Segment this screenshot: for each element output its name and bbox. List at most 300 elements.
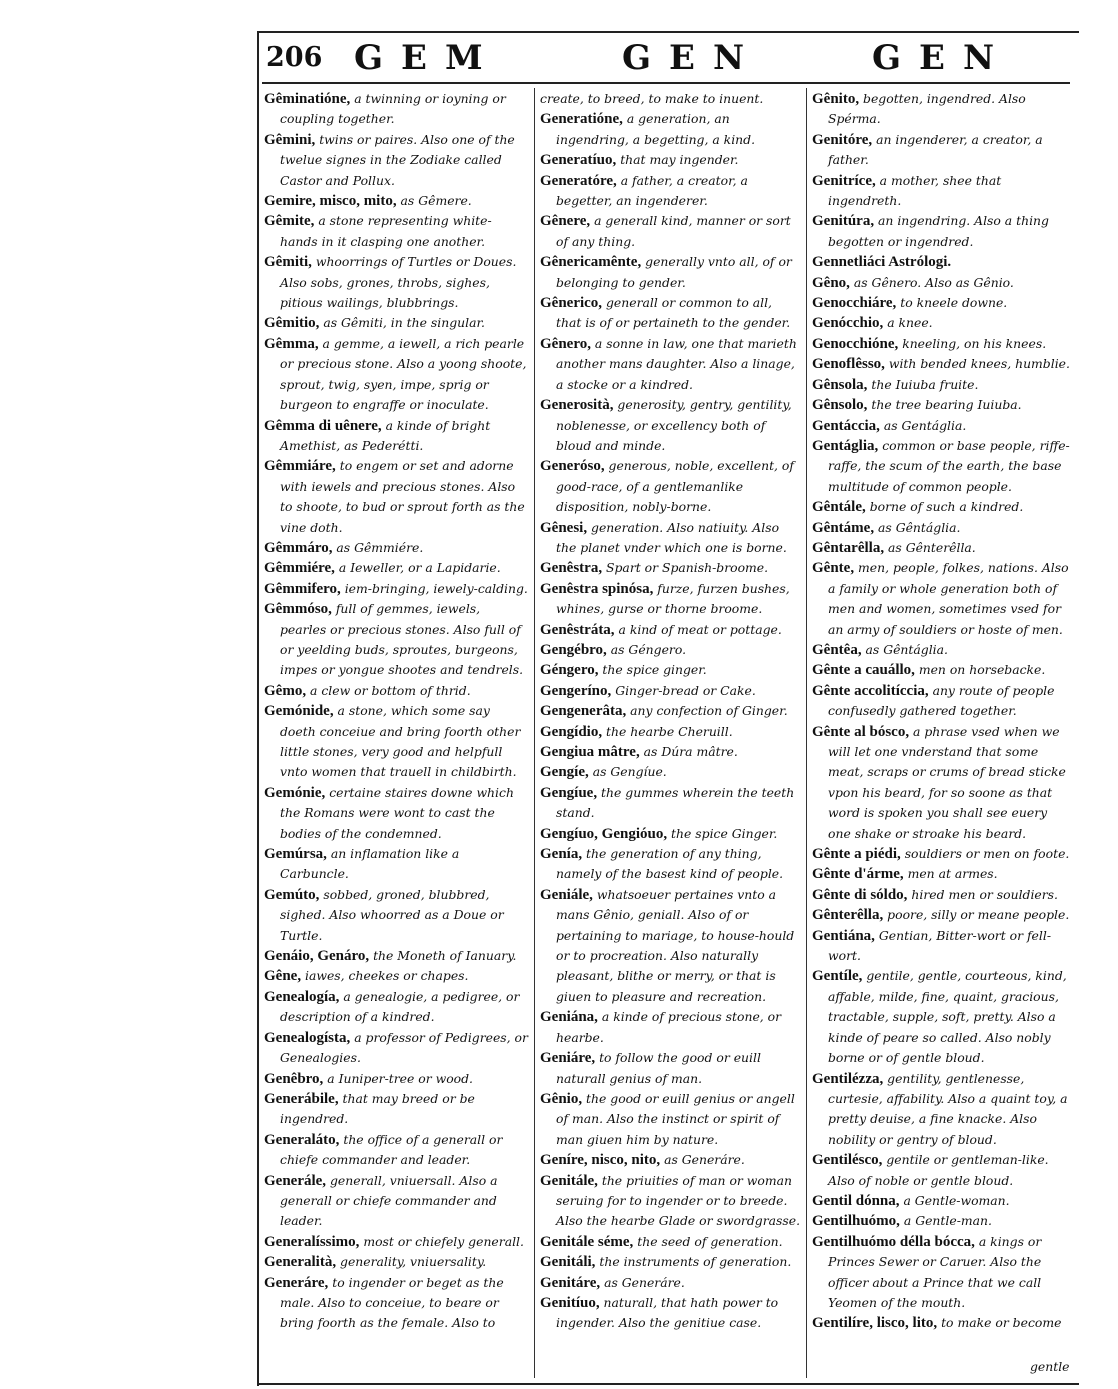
entry-headword: Genitríce, [812, 172, 876, 189]
entry-definition: a kinde of bright Amethist, as Pederétti. [280, 417, 491, 453]
dictionary-entry [540, 844, 800, 885]
dictionary-column-right [812, 89, 1072, 1334]
entry-headword: Geniána, [540, 1009, 598, 1026]
entry-headword: Gêmini, [264, 131, 316, 148]
entry-definition: naturall, that hath power to ingender. Also the genitiue case. [556, 1294, 779, 1331]
page-border-top [257, 31, 1079, 33]
entry-headword: Gêntáme, [812, 519, 875, 536]
entry-definition: as Gênero. Also as Gênio. [849, 274, 1014, 290]
entry-definition: a Iuniper-tree or wood. [323, 1070, 473, 1086]
dictionary-entry [264, 211, 528, 252]
header-rule [262, 82, 1070, 84]
page-border-left [257, 31, 259, 1386]
entry-definition: as Gêmiti, in the singular. [319, 315, 485, 331]
dictionary-entry [540, 1232, 800, 1252]
entry-definition: a professor of Pedigrees, or Genealogies. [280, 1029, 528, 1066]
entry-headword: Genealogísta, [264, 1029, 351, 1046]
dictionary-entry [540, 885, 800, 1007]
entry-headword: Gênerico, [540, 295, 603, 312]
dictionary-entry [812, 89, 1072, 130]
entry-headword: Gêmo, [264, 682, 307, 699]
entry-definition: as Gêmere. [396, 193, 472, 209]
dictionary-entry [812, 416, 1072, 436]
entry-definition: iem-bringing, iewely-calding. [340, 580, 528, 596]
entry-definition: gentility, gentlenesse, curtesie, affability. Also a quaint toy, a pretty deuise, a fine knacke. Also nobility or gentry of bloud. [828, 1070, 1068, 1147]
dictionary-entry [264, 416, 528, 457]
column-divider [806, 88, 807, 1378]
entry-definition: any confection of Ginger. [626, 703, 788, 719]
dictionary-entry [264, 966, 528, 986]
entry-headword: Genealogía, [264, 988, 340, 1005]
entry-headword: Gênio, [540, 1090, 583, 1107]
dictionary-entry [540, 518, 800, 559]
entry-headword: Gêntále, [812, 499, 866, 516]
entry-definition: a twinning or ioyning or coupling together. [280, 91, 506, 127]
page-number: 206 [266, 42, 323, 73]
dictionary-entry [264, 946, 528, 966]
entry-definition: generally vnto all, of or belonging to gender. [556, 254, 792, 290]
dictionary-entry [812, 252, 1072, 272]
entry-headword: Gêmmiére, [264, 560, 335, 577]
entry-headword: Gentáglia, [812, 437, 879, 454]
entry-headword: Geniáre, [540, 1050, 596, 1067]
entry-definition: a kinde of precious stone, or hearbe. [556, 1009, 782, 1045]
dictionary-entry [540, 1048, 800, 1089]
entry-definition: generation. Also natiuity. Also the planet vnder which one is borne. [556, 519, 787, 555]
dictionary-entry [540, 150, 800, 170]
entry-headword: Gêntêa, [812, 641, 862, 658]
page-border-bottom [257, 1383, 1079, 1385]
dictionary-entry [540, 1089, 800, 1150]
entry-headword: Generatóre, [540, 172, 617, 189]
dictionary-entry [540, 293, 800, 334]
entry-definition: souldiers or men on foote. [900, 846, 1070, 862]
entry-headword: Gênero, [540, 335, 591, 352]
dictionary-entry [264, 1273, 528, 1334]
entry-headword: Gênterêlla, [812, 907, 884, 924]
dictionary-entry [540, 211, 800, 252]
entry-headword: Generalíssimo, [264, 1233, 360, 1250]
entry-headword: Generatíuo, [540, 152, 617, 169]
dictionary-entry [540, 1150, 800, 1170]
entry-headword: Gêmite, [264, 213, 315, 230]
entry-definition: as Gêntáglia. [874, 519, 961, 535]
entry-definition: the instruments of generation. [595, 1254, 792, 1270]
dictionary-entry [540, 742, 800, 762]
entry-headword: Genócchio, [812, 315, 884, 332]
entry-definition: the Iuiuba fruite. [867, 376, 979, 392]
entry-headword: Geníre, nisco, nito, [540, 1152, 661, 1169]
dictionary-entry [540, 1171, 800, 1232]
dictionary-entry [812, 681, 1072, 722]
dictionary-entry [264, 1069, 528, 1089]
entry-definition: with bended knees, humblie. [884, 356, 1070, 372]
entry-definition: borne of such a kindred. [865, 499, 1024, 515]
entry-definition: furze, furzen bushes, whines, gurse or thorne broome. [556, 580, 790, 617]
dictionary-entry [812, 1232, 1072, 1314]
entry-headword: Generatióne, [540, 111, 623, 128]
entry-definition: generous, noble, excellent, of good-race, of a gentlemanlike disposition, nobly-borne. [556, 458, 794, 515]
running-head-left: GEM [354, 38, 501, 78]
dictionary-entry [812, 538, 1072, 558]
entry-headword: Gênsola, [812, 376, 868, 393]
entry-headword: Gêmmáro, [264, 539, 333, 556]
dictionary-entry [264, 599, 528, 681]
entry-definition: a gemme, a iewell, a rich pearle or precious stone. Also a yoong shoote, sprout, twig, syen, impe, sprig or burgeon to engraffe or inoculate. [280, 335, 527, 413]
entry-definition: the hearbe Cheruill. [602, 723, 733, 739]
entry-headword: Gêminatióne, [264, 91, 351, 107]
entry-definition: to kneele downe. [896, 295, 1008, 311]
entry-headword: Gentiána, [812, 927, 875, 944]
entry-definition: generall, vniuersall. Also a generall or chiefe commander and leader. [280, 1172, 498, 1229]
entry-definition: an inflamation like a Carbuncle. [280, 846, 460, 882]
dictionary-entry [264, 783, 528, 844]
entry-headword: Genía, [540, 846, 583, 863]
entry-headword: Genitúra, [812, 213, 875, 230]
entry-headword: Gênte accolitíccia, [812, 682, 929, 699]
entry-definition: an ingenderer, a creator, a father. [828, 131, 1043, 168]
entry-definition: iawes, cheekes or chapes. [301, 968, 469, 984]
dictionary-entry [540, 1007, 800, 1048]
entry-definition: a clew or bottom of thrid. [306, 682, 471, 698]
entry-headword: Gentilésco, [812, 1152, 883, 1169]
dictionary-entry [812, 722, 1072, 844]
entry-headword: Gêne, [264, 968, 302, 985]
entry-definition: Ginger-bread or Cake. [611, 682, 756, 698]
dictionary-entry [812, 1313, 1072, 1333]
entry-headword: Gentáccia, [812, 417, 880, 434]
dictionary-entry [812, 1150, 1072, 1191]
dictionary-entry [540, 1293, 800, 1334]
entry-headword: Genitáre, [540, 1274, 601, 1291]
dictionary-entry [812, 395, 1072, 415]
entry-definition: as Generáre. [660, 1152, 745, 1168]
entry-headword: Gênte, [812, 560, 855, 577]
dictionary-entry [540, 334, 800, 395]
entry-definition: most or chiefely generall. [359, 1233, 524, 1249]
entry-headword: Genáio, Genáro, [264, 948, 370, 965]
entry-definition: Spart or Spanish-broome. [602, 560, 769, 576]
dictionary-entry [264, 681, 528, 701]
entry-headword: Genitíuo, [540, 1294, 600, 1311]
entry-headword: Geniále, [540, 886, 593, 903]
entry-headword: Genêstra spinósa, [540, 580, 654, 597]
entry-definition: the tree bearing Iuiuba. [867, 397, 1022, 413]
entry-definition: the gummes wherein the teeth stand. [556, 784, 795, 821]
entry-definition: a mother, shee that ingendreth. [828, 172, 1002, 209]
entry-headword: Gênsolo, [812, 397, 868, 414]
dictionary-entry [812, 1191, 1072, 1211]
entry-headword: Generábile, [264, 1090, 339, 1107]
entry-definition: the spice Ginger. [667, 825, 778, 841]
entry-headword: Gêmmifero, [264, 580, 341, 597]
entry-headword: Generosità, [540, 397, 614, 414]
dictionary-entry [540, 252, 800, 293]
dictionary-entry [264, 885, 528, 946]
entry-definition: twins or paires. Also one of the twelue signes in the Zodiake called Castor and Pollux. [280, 131, 515, 188]
dictionary-entry [264, 334, 528, 416]
entry-definition: the office of a generall or chiefe commander and leader. [280, 1131, 503, 1168]
dictionary-entry [264, 1252, 528, 1272]
entry-definition: a kind of meat or pottage. [614, 621, 782, 637]
entry-definition: as Gêntáglia. [861, 641, 948, 657]
entry-headword: Gentil dónna, [812, 1192, 900, 1209]
entry-definition: create, to breed, to make to inuent. [540, 91, 764, 106]
entry-definition: generosity, gentry, gentility, noblenesse, or excellency both of bloud and minde. [556, 397, 792, 453]
entry-headword: Gengeríno, [540, 682, 612, 699]
entry-headword: Gennetliáci Astrólogi. [812, 254, 952, 271]
entry-definition: a father, a creator, a begetter, an ingenderer. [556, 172, 748, 209]
dictionary-entry [812, 273, 1072, 293]
entry-headword: Gemire, misco, mito, [264, 193, 397, 210]
entry-headword: Gêmmiáre, [264, 458, 336, 475]
entry-headword: Gentilhuómo délla bócca, [812, 1233, 975, 1250]
entry-definition: full of gemmes, iewels, pearles or precious stones. Also full of or yeelding buds, sproutes, burgeons, impes or yongue shootes and tendrels. [280, 601, 524, 678]
dictionary-entry [812, 313, 1072, 333]
entry-headword: Gengenerâta, [540, 703, 627, 720]
dictionary-entry [540, 640, 800, 660]
entry-headword: Gengídio, [540, 723, 603, 740]
entry-definition: as Gêmmiére. [332, 539, 424, 555]
entry-definition: a Ieweller, or a Lapidarie. [334, 560, 501, 576]
entry-definition: a stone representing white-hands in it clasping one another. [280, 213, 492, 249]
dictionary-entry [540, 1252, 800, 1272]
entry-definition: as Gengíue. [588, 764, 667, 780]
entry-definition: whatsoeuer pertaines vnto a mans Gênio, geniall. Also of or pertaining to mariage, to house-hould or to procreation. Also naturally pleasant, blithe or merry, or that is giuen to pleasure and recreation. [556, 886, 795, 1004]
dictionary-entry [812, 844, 1072, 864]
entry-definition: a phrase vsed when we will let one vnderstand that some meat, scraps or crums of bread sticke vpon his beard, for so soone as that word is spoken you shall see euery one shake or stroake his beard. [828, 723, 1066, 841]
entry-headword: Gênere, [540, 213, 591, 230]
entry-definition: gentile, gentle, courteous, kind, affable, milde, fine, quaint, gracious, tractable, supple, soft, pretty. Also a kinde of peare so called. Also nobly borne or of gentle bloud. [828, 968, 1067, 1066]
dictionary-entry [264, 1130, 528, 1171]
entry-definition: the priuities of man or woman seruing for to ingender or to breede. Also the hearbe Glade or swordgrasse. [556, 1172, 801, 1229]
dictionary-entry [540, 824, 800, 844]
entry-headword: Gêmitio, [264, 315, 320, 332]
entry-headword: Gênericamênte, [540, 254, 642, 271]
entry-headword: Gemúrsa, [264, 846, 327, 863]
entry-definition: as Gentáglia. [879, 417, 967, 433]
entry-definition: to make or become [937, 1315, 1062, 1331]
dictionary-entry [264, 313, 528, 333]
dictionary-entry [812, 334, 1072, 354]
dictionary-entry [812, 1069, 1072, 1151]
entry-headword: Gêno, [812, 274, 850, 291]
dictionary-entry [264, 456, 528, 538]
dictionary-entry [264, 579, 528, 599]
entry-definition: as Generáre. [600, 1274, 685, 1290]
entry-headword: Gênesi, [540, 519, 588, 536]
entry-definition: generality, vniuersality. [336, 1254, 487, 1270]
entry-headword: Gênte di sóldo, [812, 886, 908, 903]
dictionary-column-middle [540, 89, 800, 1334]
dictionary-entry [540, 681, 800, 701]
entry-headword: Gentilézza, [812, 1070, 884, 1087]
entry-headword: Gênte al bósco, [812, 723, 910, 740]
dictionary-entry [264, 1089, 528, 1130]
running-head-center: GEN [622, 38, 763, 78]
dictionary-entry [540, 558, 800, 578]
entry-headword: Generaláto, [264, 1131, 340, 1148]
entry-definition: to ingender or beget as the male. Also to conceiue, to beare or bring foorth as the female. Also to [280, 1274, 504, 1331]
entry-headword: Genitáli, [540, 1254, 596, 1271]
entry-headword: Gengébro, [540, 641, 607, 658]
dictionary-entry [812, 926, 1072, 967]
entry-definition: that may ingender. [616, 152, 739, 168]
dictionary-entry [812, 171, 1072, 212]
entry-definition: a knee. [883, 315, 933, 331]
entry-headword: Gênte a piédi, [812, 846, 901, 863]
entry-headword: Generále, [264, 1172, 327, 1189]
entry-headword: Genocchiáre, [812, 295, 897, 312]
dictionary-column-left [264, 89, 528, 1334]
entry-headword: Gengiua mâtre, [540, 744, 640, 760]
column-divider [534, 88, 535, 1378]
entry-definition: the good or euill genius or angell of man. Also the instinct or spirit of man giuen him by nature. [556, 1090, 795, 1147]
dictionary-entry [540, 109, 800, 150]
entry-definition: a generall kind, manner or sort of any thing. [556, 213, 791, 249]
entry-headword: Genitále séme, [540, 1233, 634, 1250]
entry-definition: as Gênterêlla. [884, 539, 976, 555]
entry-definition: a genealogie, a pedigree, or description of a kindred. [280, 988, 520, 1025]
entry-headword: Gêntarêlla, [812, 539, 885, 556]
entry-definition: sobbed, groned, blubbred, sighed. Also whoorred as a Doue or Turtle. [280, 886, 504, 943]
dictionary-entry [812, 211, 1072, 252]
entry-definition: the spice ginger. [598, 662, 707, 678]
entry-headword: Genitále, [540, 1172, 598, 1189]
entry-headword: Gemónie, [264, 784, 326, 801]
entry-definition: a Gentle-man. [899, 1213, 992, 1229]
dictionary-entry [812, 375, 1072, 395]
dictionary-entry [812, 558, 1072, 640]
entry-definition: certaine staires downe which the Romans were wont to cast the bodies of the condemned. [280, 784, 514, 841]
dictionary-entry [264, 252, 528, 313]
entry-headword: Generalità, [264, 1254, 337, 1271]
entry-definition: a generation, an ingendring, a begetting, a kind. [556, 111, 756, 147]
entry-headword: Gentíle, [812, 968, 863, 985]
entry-headword: Gentilíre, lisco, lito, [812, 1315, 938, 1332]
entry-definition: that may breed or be ingendred. [280, 1090, 475, 1127]
entry-definition: whoorrings of Turtles or Doues. Also sobs, grones, throbs, sighes, pitious wailings, blubbrings. [280, 254, 517, 311]
running-head-right: GEN [872, 38, 1013, 78]
entry-definition: as Dúra mâtre. [639, 744, 738, 759]
entry-headword: Géngero, [540, 662, 599, 679]
entry-definition: Gentian, Bitter-wort or fell-wort. [828, 927, 1052, 964]
catchword: gentle [1030, 1359, 1070, 1374]
dictionary-entry [264, 987, 528, 1028]
entry-definition: any route of people confusedly gathered together. [828, 682, 1055, 719]
dictionary-entry [812, 1211, 1072, 1231]
entry-definition: generall or common to all, that is of or pertaineth to the gender. [556, 295, 791, 331]
entry-headword: Genêstráta, [540, 621, 615, 638]
entry-definition: common or base people, riffe-raffe, the scum of the earth, the base multitude of common people. [828, 437, 1070, 494]
entry-headword: Gentilhuómo, [812, 1213, 900, 1230]
dictionary-entry [264, 701, 528, 783]
dictionary-entry [812, 640, 1072, 660]
entry-headword: Generáre, [264, 1274, 329, 1291]
entry-headword: Gengíuo, Gengióuo, [540, 825, 668, 842]
dictionary-entry [540, 783, 800, 824]
entry-headword: Gêmma, [264, 335, 319, 352]
entry-headword: Gênito, [812, 91, 860, 107]
dictionary-entry [812, 293, 1072, 313]
dictionary-entry [812, 905, 1072, 925]
dictionary-entry [812, 660, 1072, 680]
dictionary-entry [264, 1232, 528, 1252]
dictionary-entry [264, 538, 528, 558]
dictionary-entry [812, 885, 1072, 905]
dictionary-entry [540, 579, 800, 620]
entry-definition: a sonne in law, one that marieth another mans daughter. Also a linage, a stocke or a kindred. [556, 335, 797, 392]
entry-definition: a kings or Princes Sewer or Caruer. Also the officer about a Prince that we call Yeomen of the mouth. [828, 1233, 1042, 1310]
entry-headword: Genêbro, [264, 1070, 324, 1087]
entry-definition: begotten, ingendred. Also Spérma. [828, 91, 1026, 127]
entry-headword: Genitóre, [812, 131, 873, 148]
dictionary-entry [540, 701, 800, 721]
entry-headword: Genoflêsso, [812, 356, 885, 373]
entry-definition: poore, silly or meane people. [883, 907, 1070, 923]
entry-definition: as Géngero. [606, 641, 687, 657]
dictionary-entry [540, 456, 800, 517]
entry-headword: Genocchióne, [812, 335, 899, 352]
dictionary-entry [540, 660, 800, 680]
dictionary-entry [264, 1171, 528, 1232]
entry-headword: Gêmmóso, [264, 601, 332, 618]
entry-definition: gentile or gentleman-like. Also of noble or gentle bloud. [828, 1152, 1049, 1188]
entry-definition: the seed of generation. [633, 1233, 783, 1249]
dictionary-entry [264, 89, 528, 130]
entry-definition: men, people, folkes, nations. Also a family or whole generation both of men and women, sometimes vsed for an army of souldiers or hoste of men. [828, 560, 1069, 637]
dictionary-entry [540, 171, 800, 212]
entry-headword: Gengíue, [540, 784, 598, 801]
entry-headword: Gênte d'árme, [812, 866, 904, 883]
dictionary-entry [812, 130, 1072, 171]
dictionary-entry [264, 844, 528, 885]
entry-definition: an ingendring. Also a thing begotten or ingendred. [828, 213, 1049, 249]
entry-headword: Generóso, [540, 458, 605, 475]
dictionary-entry [812, 966, 1072, 1068]
dictionary-entry [812, 864, 1072, 884]
dictionary-entry [812, 497, 1072, 517]
entry-definition: hired men or souldiers. [907, 886, 1058, 902]
dictionary-entry [540, 1273, 800, 1293]
dictionary-entry [540, 89, 800, 109]
dictionary-entry [540, 762, 800, 782]
entry-definition: men at armes. [903, 866, 998, 882]
dictionary-entry [540, 620, 800, 640]
entry-headword: Gemónide, [264, 703, 334, 720]
entry-definition: a stone, which some say doeth conceiue and bring foorth other little stones, very good and helpfull vnto women that trauell in childbirth. [280, 703, 521, 780]
entry-definition: a Gentle-woman. [899, 1192, 1010, 1208]
dictionary-entry [264, 191, 528, 211]
dictionary-entry [812, 436, 1072, 497]
dictionary-entry [812, 518, 1072, 538]
dictionary-entry [264, 1028, 528, 1069]
entry-definition: the generation of any thing, namely of the basest kind of people. [556, 846, 784, 882]
entry-definition: to follow the good or euill naturall genius of man. [556, 1050, 761, 1086]
entry-definition: the Moneth of Ianuary. [369, 948, 517, 964]
dictionary-entry [812, 354, 1072, 374]
entry-headword: Gengíe, [540, 764, 589, 781]
entry-headword: Gemúto, [264, 886, 320, 903]
dictionary-entry [264, 558, 528, 578]
entry-definition: kneeling, on his knees. [898, 335, 1047, 351]
entry-headword: Gêmma di uênere, [264, 417, 382, 434]
entry-headword: Gêmiti, [264, 254, 312, 271]
dictionary-entry [540, 395, 800, 456]
dictionary-entry [264, 130, 528, 191]
entry-definition: men on horsebacke. [914, 662, 1046, 678]
entry-headword: Gênte a cauállo, [812, 662, 915, 679]
